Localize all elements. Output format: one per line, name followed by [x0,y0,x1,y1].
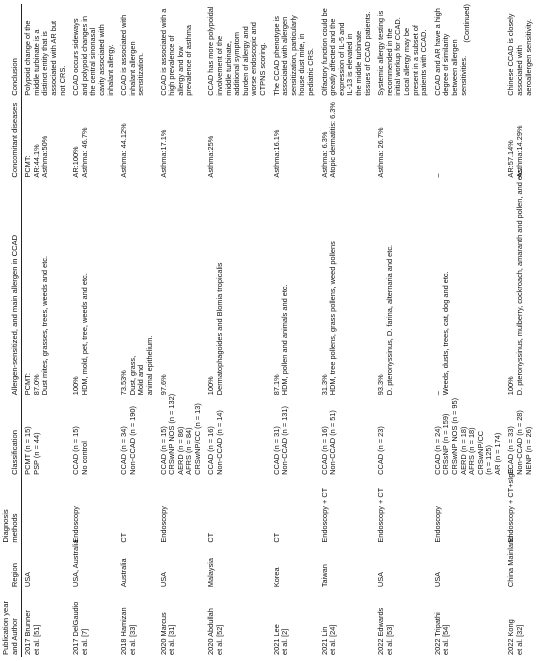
cell-line: AFRS (n = 84) [184,427,194,475]
cell-diagnosis [158,477,206,545]
cell-conclusion [22,4,70,98]
cell-line: aeroallergen sensitivity. [523,19,533,96]
table-row [432,4,506,657]
cell-diagnosis [118,477,157,545]
cell-line: CRSwNP/CC [475,430,485,475]
cell-line: et al. [24] [328,624,338,655]
cell-diagnosis [505,468,536,545]
cell-line: 2022 Edwards [376,607,386,655]
cell-line: CTPNS scoring. [258,42,268,96]
cell-line: CCAD has more polypoidal [206,6,216,96]
cell-region [158,545,206,589]
cell-line: the middle turbinate [353,30,363,96]
cell-line: middle turbinate, [223,41,233,96]
cell-line: involvement of the [215,35,225,96]
cell-line: PCMT: [23,155,33,178]
cell-line: inhalant allergen [127,41,137,96]
cell-diagnosis [205,477,270,545]
cell-allergen [319,180,376,398]
cell-line: recommended in the [384,28,394,96]
cell-line: et al. [7] [79,628,89,655]
cell-line: AFRS (n = 18) [467,427,477,475]
cell-region [271,545,319,589]
cell-conclusion [70,4,118,98]
cell-line: AR (n = 174) [492,432,502,475]
cell-line: 100% [506,376,516,396]
table-header-row [0,4,22,657]
cell-line: Asthma: 46.7% [79,127,89,178]
cell-line: 93.3% [376,374,386,396]
cell-line: CCAD (n = 34) [119,426,129,475]
cell-author [505,589,536,657]
cell-line: D. pteronyssinus, D. farina, alternaria and etc. [384,244,394,396]
cell-diagnosis [319,477,376,545]
table-row [319,4,376,657]
cell-line: et al. [33] [127,624,137,655]
cell-line: Asthma: 26.7% [376,127,386,178]
cell-region [375,545,432,589]
cell-line: associated with allergen [280,16,290,96]
cell-line: 73.53% [119,370,129,396]
cell-classification [205,397,270,477]
cell-line: HDM, mold, pet, tree, weeds and etc. [79,273,89,396]
cell-diagnosis [375,477,432,545]
cell-author [70,589,118,657]
table-row [118,4,157,657]
cell-classification [158,393,206,477]
cell-line: not CRS. [57,65,67,96]
cell-line: et al. [31] [167,624,177,655]
cell-author [205,589,270,657]
cell-allergen [505,168,536,398]
cell-line: et al. [32] [515,624,525,655]
cell-classification [22,397,70,477]
cell-region [205,545,270,589]
cell-line: CCAD (n = 15) [71,426,81,475]
cell-line: distinct entity that is [40,31,50,96]
cell-line: patients with CCAD. [419,29,429,96]
cell-line: Australia [119,558,129,588]
cell-conclusion [118,4,157,98]
header-author: Publication year and Author [0,589,22,657]
table-row [70,4,118,657]
cell-line: USA, Australia [71,539,81,588]
cell-line: Non-CCAD (n = 51) [328,410,338,475]
cell-allergen [118,180,157,398]
cell-line: sensitization, particularly [288,15,298,96]
table-row [505,4,536,657]
cell-diagnosis [22,477,70,545]
cell-line: Malaysia [206,557,216,588]
cell-classification [319,397,376,477]
cell-line: Endoscopy [158,506,168,543]
cell-allergen [22,180,70,398]
cell-line: present in a subset of [410,25,420,96]
table-row [271,4,319,657]
cell-line: CCAD (n = 16) [319,426,329,475]
cell-line: China Mainland [506,535,516,588]
cell-allergen [432,180,506,398]
cell-line: Chinese CCAD is closely [506,13,516,96]
cell-concomitant [375,98,432,180]
cell-line: CCAD (n = 16) [206,426,216,475]
cell-line: The CCAD phenotype is [271,15,281,96]
cell-line: allergy and low [175,46,185,96]
cell-allergen [158,180,206,398]
cell-line: 31.3% [319,374,329,396]
ccad-studies-table [0,4,536,657]
cell-diagnosis [432,477,506,545]
cell-line: 100% [206,376,216,396]
cell-line: Taiwan [319,564,329,588]
cell-line: 2020 Marcus [158,612,168,655]
cell-line: inhalant allergy. [105,44,115,96]
cell-line: high prevalence of [167,35,177,96]
cell-author [22,589,70,657]
cell-line: 2017 DelGaudio [71,601,81,655]
cell-line: associated with [515,45,525,96]
cell-allergen [70,180,118,398]
cell-concomitant [158,98,206,180]
cell-author [375,589,432,657]
cell-line: IL-13 is elevated in [345,33,355,96]
cell-line: Asthma: 6.3% [319,131,329,178]
cell-line: USA [23,571,33,588]
cell-allergen [375,180,432,398]
cell-line: Olfactory function could be [319,8,329,96]
cell-line: 2021 Lee [271,624,281,655]
cell-line: house dust mite, in [297,33,307,96]
cell-concomitant [505,98,536,180]
cell-conclusion [505,4,536,98]
cell-author [432,589,506,657]
cell-line: Endoscopy [71,506,81,543]
cell-line: animal epithelium. [144,335,154,396]
cell-region [70,539,118,589]
cell-author [319,589,376,657]
cell-line: – [432,173,442,178]
cell-line: associated with AR but [48,20,58,96]
cell-line: CRSwNP NOS (n = 95) [449,397,459,475]
cell-line: CRSsNP (n = 159) [441,413,451,475]
cell-line: expression of IL-5 and [336,22,346,96]
cell-classification [505,397,536,477]
cell-line: CCAD occurs sideways [71,18,81,96]
cell-line: Asthma:17.1% [158,129,168,178]
cell-conclusion [158,4,206,98]
cell-line: AR:44.1% [31,144,41,178]
cell-line: Non-CCAD (n = 190) [127,406,137,475]
cell-line: initial workup for CCAD. [393,17,403,96]
cell-line: CCAD (n = 24) [432,426,442,475]
cell-line: Dust mites, grasses, trees, weeds and etc. [40,256,50,396]
cell-concomitant [432,98,506,180]
cell-line: CRSwNP/CC (n = 13) [192,403,202,475]
cell-line: worse endoscopic and [249,22,259,96]
cell-concomitant [319,98,376,180]
cell-line: burden of allergy and [240,26,250,96]
cell-line: No control [79,441,89,475]
cell-line: Dust, grass, [127,355,137,396]
cell-line: tissues of CCAD patients. [362,11,372,96]
cell-concomitant [271,98,319,180]
cell-line: Endoscopy + CT [376,487,386,543]
cell-concomitant [22,98,70,180]
cell-line: Atopic dermatitis: 6.3% [328,102,338,178]
cell-line: CT [206,532,216,543]
cell-line: the central sinonasal [88,27,98,96]
cell-line: Asthma: 44.12% [119,123,129,178]
cell-classification [118,397,157,477]
cell-line: Polypoid change of the [23,20,33,96]
header-concomitant-diseases: Concomitant diseases [0,98,22,180]
continued-note: (Continued) [462,4,471,43]
cell-conclusion [319,4,376,98]
cell-line: AR:100% [71,146,81,178]
cell-conclusion [271,4,319,98]
cell-line: Asthma:50% [40,135,50,178]
table-body [22,4,536,657]
cell-line: et al. [53] [384,624,394,655]
cell-line: et al. [54] [441,624,451,655]
cell-line: 87.0% [31,374,41,396]
cell-line: CRSwNP NOS (n = 132) [167,393,177,475]
cell-line: Endoscopy + CT+sIgE [506,468,516,543]
cell-line: PSP (n = 44) [31,432,41,475]
cell-line: 87.1% [271,374,281,396]
cell-region [22,545,70,589]
cell-line: et al. [2] [280,628,290,655]
cell-line: Non-CCAD (n = 28) [515,410,525,475]
cell-line: Systemic allergy testing is [376,10,386,96]
cell-region [505,535,536,589]
cell-line: (n = 125) [484,445,494,475]
cell-line: AR:57.14% [506,140,516,178]
cell-concomitant [70,98,118,180]
cell-classification [70,397,118,477]
cell-line: 2018 Hamizan [119,607,129,655]
cell-line: PCMT: [23,373,33,396]
cell-line: prevalence of asthma [184,25,194,96]
cell-line: and polypoid changes in [79,15,89,96]
cell-author [271,589,319,657]
cell-line: Dermatophagoides and Blomia tropicalis [215,262,225,396]
cell-line: 2020 Abdullah [206,608,216,655]
cell-concomitant [205,98,270,180]
cell-line: Non-CCAD (n = 14) [215,410,225,475]
cell-concomitant [118,98,157,180]
cell-line: USA [376,571,386,588]
cell-line: sensitivities. [458,55,468,96]
cell-diagnosis [271,477,319,545]
cell-line: 100% [71,376,81,396]
cell-diagnosis [70,477,118,545]
table-row [205,4,270,657]
cell-line: Asthma:16.1% [271,129,281,178]
cell-line: AERD (n = 18) [458,426,468,475]
cell-line: – [432,391,442,396]
cell-line: USA [432,571,442,588]
cell-line: Weeds, dusts, trees, cat, dog and etc. [441,271,451,396]
table-row [375,4,432,657]
cell-line: CCAD (n = 15) [158,426,168,475]
cell-line: 2022 Tripathi [432,612,442,655]
header-classification: Classification [0,397,22,477]
cell-line: CT [119,532,129,543]
cell-line: D. pteronyssinus, mulberry, cockroach, amaranth and pollen, and etc. [515,168,525,396]
cell-line: CCAD (n = 23) [376,426,386,475]
cell-line: CCAD is associated with [119,14,129,96]
cell-line: Non-CCAD (n = 131) [280,406,290,475]
cell-author [118,589,157,657]
cell-conclusion [205,4,270,98]
cell-line: Korea [271,567,281,588]
cell-line: HDM, tree pollens, grass pollens, weed pollens [328,241,338,396]
cell-line: additional symptom [232,32,242,96]
cell-line: HDM, pollen and animals and etc. [280,284,290,396]
cell-line: CCAD is associated with a [158,8,168,96]
cell-line: CT [271,532,281,543]
cell-classification [432,397,506,477]
cell-line: PCMT (n = 15) [23,426,33,475]
cell-line: sensitization. [136,52,146,96]
cell-line: middle turbinate is a [31,29,41,96]
cell-line: greatly affected and the [328,18,338,96]
cell-line: between allergen [449,39,459,96]
header-diagnosis-methods: Diagnosis methods [0,477,22,545]
cell-line: et al. [52] [215,624,225,655]
cell-line: CCAD (n = 33) [506,426,516,475]
table-row [22,4,70,657]
cell-line: Asthma:25% [206,135,216,178]
cell-conclusion [375,4,432,98]
cell-line: Asthma:14.29% [515,125,525,178]
header-region: Region [0,545,22,589]
cell-region [118,545,157,589]
cell-line: 97.6% [158,374,168,396]
header-allergen: Allergen-sensitized, and main allergen in CCAD [0,180,22,398]
cell-allergen [205,180,270,398]
cell-classification [375,397,432,477]
cell-region [319,545,376,589]
cell-line: pediatric CRS. [306,48,315,96]
cell-line: Mold and [136,364,146,396]
cell-line: et al. [51] [31,624,41,655]
cell-line: AERD (n = 86) [175,426,185,475]
cell-line: cavity associated with [96,24,106,96]
cell-line: Endoscopy [432,506,442,543]
cell-line: 2022 Kong [506,619,516,655]
cell-line: USA [158,571,168,588]
cell-allergen [271,180,319,398]
cell-line: CCAD and AR have a high [432,8,442,96]
cell-author [158,589,206,657]
cell-line: 2021 Lin [319,626,329,655]
cell-line: CCAD (n = 31) [271,426,281,475]
header-conclusion: Conclusion [0,4,22,98]
cell-line: NENP (n = 26) [523,426,533,475]
cell-line: Local allergy may be [401,27,411,96]
cell-line: degree of similarity [441,33,451,96]
table-row [158,4,206,657]
cell-line: 2017 Brunner [23,610,33,655]
cell-classification [271,397,319,477]
cell-line: Endoscopy + CT [319,487,329,543]
cell-region [432,545,506,589]
